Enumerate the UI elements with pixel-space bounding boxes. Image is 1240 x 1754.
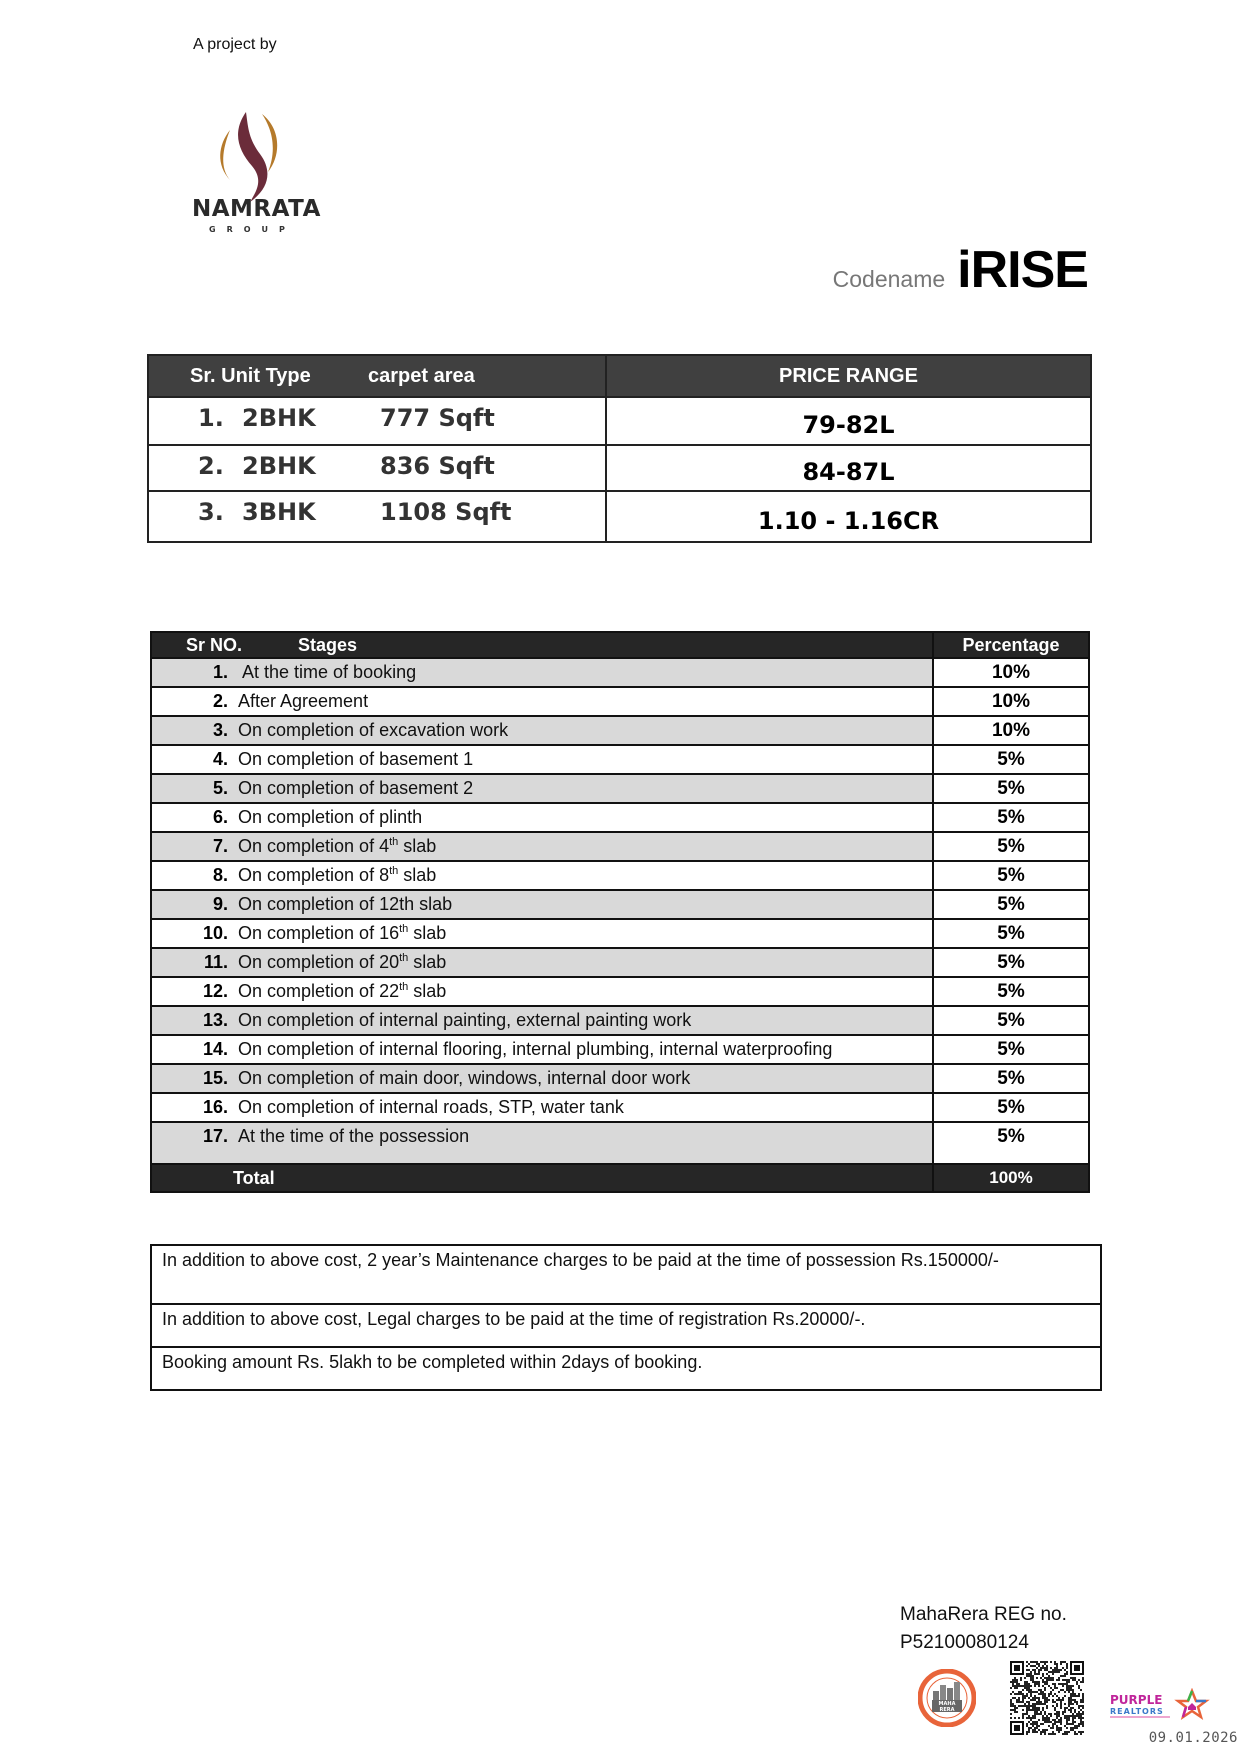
svg-text:REALTORS: REALTORS <box>1110 1707 1164 1716</box>
unit-sr: 3. <box>198 498 224 526</box>
svg-text:MAHA: MAHA <box>938 1701 956 1707</box>
unit-row <box>149 492 1090 541</box>
unit-price: 79-82L <box>802 411 895 439</box>
svg-text:PURPLE: PURPLE <box>1110 1693 1163 1707</box>
stage-percentage: 5% <box>934 775 1088 802</box>
unit-area: 836 Sqft <box>380 452 495 480</box>
payment-schedule-table <box>150 631 1090 1193</box>
payment-stage-row <box>152 862 1088 891</box>
stage-sr-no: 6. <box>212 807 228 827</box>
document-date: 09.01.2026 <box>1148 1730 1238 1746</box>
stage-sr-no: 12. <box>202 981 228 1001</box>
stage-sr-no: 7. <box>212 836 228 856</box>
stage-text-suffix: slab <box>408 981 447 1001</box>
note-booking: Booking amount Rs. 5lakh to be completed within 2days of booking. <box>162 1352 703 1372</box>
unit-type: 2BHK <box>242 452 316 480</box>
stage-text: On completion of 16 <box>238 923 400 943</box>
qr-code-icon[interactable] <box>1010 1661 1084 1735</box>
stage-sr-no: 9. <box>212 894 228 914</box>
unit-type: 3BHK <box>242 498 316 526</box>
project-codename: iRISE <box>957 241 1088 299</box>
stage-description <box>238 1010 691 1031</box>
stage-text: On completion of internal roads, STP, water tank <box>238 1097 624 1117</box>
stage-percentage: 5% <box>934 1123 1088 1163</box>
stage-description <box>238 952 446 973</box>
stage-ordinal-suffix: th <box>389 865 399 877</box>
stage-percentage: 5% <box>934 804 1088 831</box>
stage-text: On completion of 8 <box>238 865 390 885</box>
unit-area: 1108 Sqft <box>380 498 512 526</box>
stage-text: On completion of basement 2 <box>238 778 474 798</box>
stage-percentage: 5% <box>934 1007 1088 1034</box>
payment-stage-row <box>152 775 1088 804</box>
stage-text: On completion of main door, windows, internal door work <box>238 1068 691 1088</box>
stage-percentage: 5% <box>934 1094 1088 1121</box>
note-maintenance: In addition to above cost, 2 year’s Maintenance charges to be paid at the time of possession Rs.150000/- <box>152 1246 1100 1305</box>
stage-sr-no: 13. <box>202 1010 228 1030</box>
purple-realtors-logo-icon <box>1110 1688 1210 1722</box>
stage-text-suffix: slab <box>408 952 447 972</box>
stage-description <box>238 1097 624 1118</box>
stage-text: On completion of internal flooring, internal plumbing, internal waterproofing <box>238 1039 833 1059</box>
payment-stage-row <box>152 746 1088 775</box>
total-label: Total <box>233 1167 275 1188</box>
stage-sr-no: 14. <box>202 1039 228 1059</box>
stage-description <box>238 894 452 915</box>
header-carpet-area: carpet area <box>368 364 475 387</box>
stage-text-suffix: slab <box>398 836 437 856</box>
stage-sr-no: 2. <box>212 691 228 711</box>
stage-description <box>238 720 508 741</box>
stage-description <box>238 865 436 886</box>
stage-percentage: 5% <box>934 862 1088 889</box>
unit-price: 84-87L <box>802 458 895 486</box>
stage-ordinal-suffix: th <box>399 981 409 993</box>
codename-label: Codename <box>832 266 946 292</box>
stage-text: After Agreement <box>238 691 369 711</box>
stage-sr-no: 4. <box>212 749 228 769</box>
stage-percentage: 10% <box>934 717 1088 744</box>
stage-text: On completion of plinth <box>238 807 423 827</box>
stage-text-suffix: slab <box>398 865 437 885</box>
unit-price: 1.10 - 1.16CR <box>757 506 940 535</box>
stage-sr-no: 10. <box>202 923 228 943</box>
unit-sr: 1. <box>198 404 224 432</box>
payment-stage-row <box>152 659 1088 688</box>
stage-ordinal-suffix: th <box>399 952 409 964</box>
payment-stage-row <box>152 804 1088 833</box>
stage-description <box>238 981 446 1002</box>
stage-sr-no: 16. <box>202 1097 228 1117</box>
stage-percentage: 5% <box>934 920 1088 947</box>
header-percentage: Percentage <box>934 633 1088 657</box>
stage-sr-no: 5. <box>212 778 228 798</box>
header-price-range: PRICE RANGE <box>779 364 918 387</box>
header-stages: Stages <box>298 634 358 655</box>
codename <box>833 240 1088 300</box>
payment-stage-row <box>152 833 1088 862</box>
stage-text-suffix: slab <box>408 923 447 943</box>
stage-text: On completion of 22 <box>238 981 400 1001</box>
stage-description <box>238 807 422 828</box>
svg-text:RERA: RERA <box>939 1707 955 1713</box>
payment-stage-row <box>152 891 1088 920</box>
payment-stage-row <box>152 978 1088 1007</box>
unit-price-table-header <box>149 356 1090 398</box>
note-legal: In addition to above cost, Legal charges to be paid at the time of registration Rs.20000/-. <box>152 1305 1100 1348</box>
stage-text: On completion of internal painting, external painting work <box>238 1010 692 1030</box>
payment-stage-row <box>152 1123 1088 1165</box>
stage-description <box>238 691 368 712</box>
stage-text: On completion of basement 1 <box>238 749 474 769</box>
unit-type: 2BHK <box>242 404 316 432</box>
stage-text: On completion of 4 <box>238 836 390 856</box>
stage-description <box>238 923 446 944</box>
header-sr-unit-type: Sr. Unit Type <box>190 364 311 387</box>
unit-row <box>149 398 1090 446</box>
project-by-label: A project by <box>193 36 277 53</box>
rera-registration <box>900 1601 1067 1657</box>
unit-sr: 2. <box>198 452 224 480</box>
stage-percentage: 5% <box>934 833 1088 860</box>
unit-price-table <box>147 354 1092 543</box>
stage-sr-no: 15. <box>202 1068 228 1088</box>
payment-stage-row <box>152 1036 1088 1065</box>
developer-subtitle: GROUP <box>209 225 296 234</box>
payment-schedule-total-row <box>152 1165 1088 1191</box>
stage-percentage: 5% <box>934 949 1088 976</box>
stage-sr-no: 17. <box>202 1126 228 1146</box>
stage-text: On completion of excavation work <box>238 720 509 740</box>
unit-area: 777 Sqft <box>380 404 495 432</box>
maharera-logo-icon <box>918 1669 976 1727</box>
developer-name: NAMRATA <box>192 196 321 222</box>
stage-text: At the time of booking <box>238 662 417 682</box>
stage-sr-no: 3. <box>212 720 228 740</box>
stage-ordinal-suffix: th <box>389 836 399 848</box>
stage-description <box>238 778 473 799</box>
total-percentage: 100% <box>934 1165 1088 1191</box>
payment-stage-row <box>152 688 1088 717</box>
unit-row <box>149 446 1090 492</box>
payment-stage-row <box>152 1007 1088 1036</box>
stage-text: On completion of 12th slab <box>238 894 453 914</box>
stage-sr-no: 11. <box>203 952 228 972</box>
payment-stage-row <box>152 1094 1088 1123</box>
payment-stage-row <box>152 949 1088 978</box>
stage-description <box>238 1039 832 1060</box>
stage-text: On completion of 20 <box>238 952 400 972</box>
rera-label: MahaRera REG no. <box>900 1604 1067 1625</box>
stage-percentage: 5% <box>934 891 1088 918</box>
payment-stage-row <box>152 717 1088 746</box>
stage-text: At the time of the possession <box>238 1126 470 1146</box>
payment-stage-row <box>152 1065 1088 1094</box>
stage-percentage: 5% <box>934 1036 1088 1063</box>
stage-description <box>238 836 436 857</box>
payment-stage-row <box>152 920 1088 949</box>
stage-percentage: 10% <box>934 659 1088 686</box>
stage-sr-no: 1. <box>212 662 228 682</box>
stage-description <box>238 1068 690 1089</box>
stage-percentage: 5% <box>934 978 1088 1005</box>
header-sr-no: Sr NO. <box>186 634 243 655</box>
stage-description <box>238 1126 469 1147</box>
stage-percentage: 5% <box>934 746 1088 773</box>
stage-ordinal-suffix: th <box>399 923 409 935</box>
stage-description <box>238 749 473 770</box>
stage-sr-no: 8. <box>212 865 228 885</box>
payment-schedule-header <box>152 633 1088 659</box>
rera-number: P52100080124 <box>900 1632 1029 1653</box>
stage-percentage: 10% <box>934 688 1088 715</box>
stage-description <box>238 662 416 683</box>
additional-charges-notes <box>150 1244 1102 1391</box>
stage-percentage: 5% <box>934 1065 1088 1092</box>
